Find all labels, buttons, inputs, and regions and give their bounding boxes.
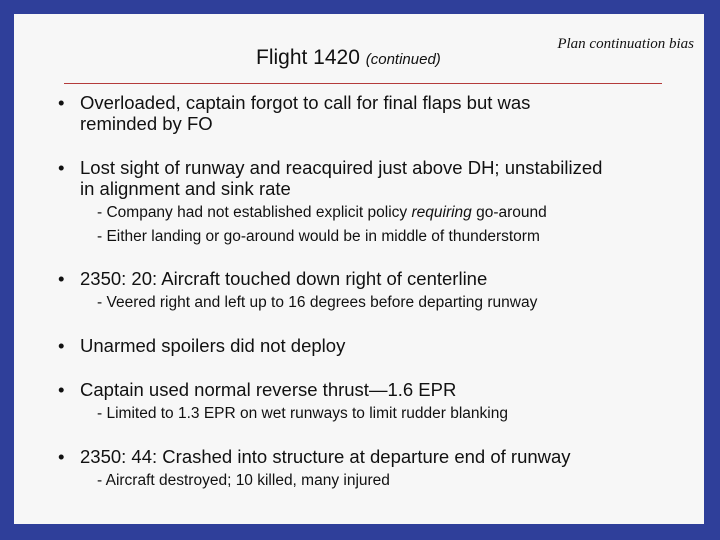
bullet-text: • Overloaded, captain forgot to call for final flaps but was reminded by FO: [58, 92, 531, 134]
sub-bullet: - Veered right and left up to 16 degrees before departing runway: [97, 294, 538, 311]
sub-bullet: - Either landing or go-around would be in middle of thunderstorm: [97, 228, 540, 245]
bullet-dot: •: [58, 92, 65, 113]
bullet-dot: •: [58, 268, 65, 289]
bullet-list: [54, 92, 694, 493]
bullet-dot: •: [58, 335, 65, 356]
bullet-text: • 2350: 20: Aircraft touched down right of centerline: [58, 268, 488, 289]
sub-bullet: - Company had not established explicit policy requiring go-around: [97, 204, 547, 221]
sub-bullet: - Aircraft destroyed; 10 killed, many injured: [97, 472, 390, 489]
bullet-text: • Captain used normal reverse thrust—1.6 EPR: [58, 379, 457, 400]
bullet-text: • Lost sight of runway and reacquired just above DH; unstabilized in alignment and sink rate: [58, 157, 603, 199]
slide-title: [256, 46, 441, 70]
bullet-item: [54, 268, 694, 315]
bullet-dot: •: [58, 157, 65, 178]
bullet-text: • Unarmed spoilers did not deploy: [58, 335, 346, 356]
bullet-text: • 2350: 44: Crashed into structure at departure end of runway: [58, 446, 571, 467]
bullet-item: [54, 157, 694, 249]
sub-bullet: - Limited to 1.3 EPR on wet runways to limit rudder blanking: [97, 405, 508, 422]
bullet-dot: •: [58, 379, 65, 400]
title-subtitle: (continued): [365, 51, 441, 68]
slide: [14, 14, 704, 524]
title-main: Flight 1420: [256, 46, 360, 69]
bullet-item: [54, 446, 694, 493]
bullet-item: [54, 92, 694, 134]
bullet-item: [54, 379, 694, 426]
title-divider: [64, 83, 662, 84]
bullet-item: [54, 335, 694, 356]
section-tag: Plan continuation bias: [557, 36, 694, 52]
bullet-dot: •: [58, 446, 65, 467]
